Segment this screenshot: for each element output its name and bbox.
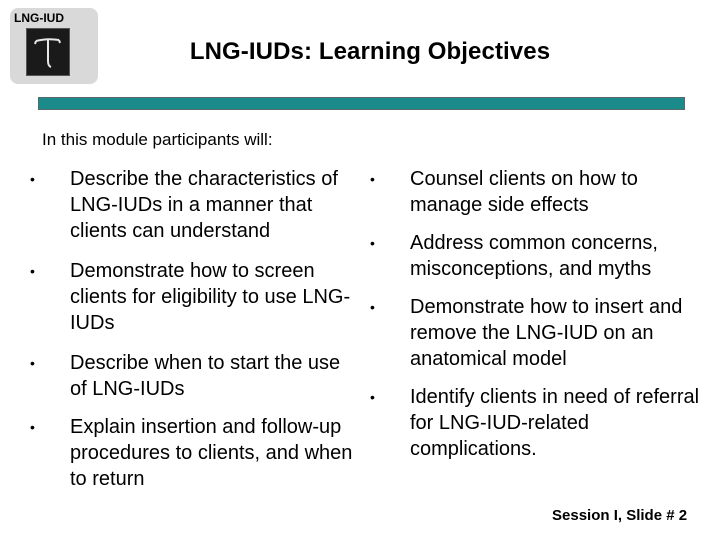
title-divider: [38, 97, 685, 110]
list-item: [30, 350, 360, 402]
list-item: [370, 294, 700, 372]
objective-text: Explain insertion and follow-up procedures to clients, and when to return: [70, 416, 353, 490]
bullet: •: [370, 171, 375, 187]
list-item: [30, 166, 360, 244]
objective-text: Describe when to start the use of LNG-IUDs: [70, 352, 341, 400]
bullet: •: [30, 263, 35, 279]
right-objectives-list: [370, 166, 700, 462]
list-item: [370, 166, 700, 218]
objective-text: Address common concerns, misconceptions, and myths: [410, 232, 658, 280]
objective-text: Demonstrate how to screen clients for eligibility to use LNG-IUDs: [70, 260, 351, 334]
slide-title: LNG-IUDs: Learning Objectives: [189, 38, 551, 65]
objective-text: Counsel clients on how to manage side effects: [410, 168, 638, 216]
iud-device-icon: [26, 28, 70, 76]
bullet: •: [370, 235, 375, 251]
bullet: •: [30, 171, 35, 187]
list-item: [370, 230, 700, 282]
list-item: [30, 258, 360, 336]
objective-text: Identify clients in need of referral for LNG-IUD-related complications.: [410, 386, 700, 460]
bullet: •: [30, 419, 35, 435]
left-objectives-list: [30, 166, 360, 492]
slide-number: Session I, Slide # 2: [552, 507, 688, 524]
intro-text: In this module participants will:: [42, 130, 273, 149]
objective-text: Describe the characteristics of LNG-IUDs in a manner that clients can understand: [70, 168, 338, 242]
list-item: [370, 384, 700, 462]
logo-label: LNG-IUD: [14, 11, 64, 25]
bullet: •: [370, 299, 375, 315]
bullet: •: [30, 355, 35, 371]
objective-text: Demonstrate how to insert and remove the LNG-IUD on an anatomical model: [410, 296, 683, 370]
list-item: [30, 414, 360, 492]
bullet: •: [370, 389, 375, 405]
